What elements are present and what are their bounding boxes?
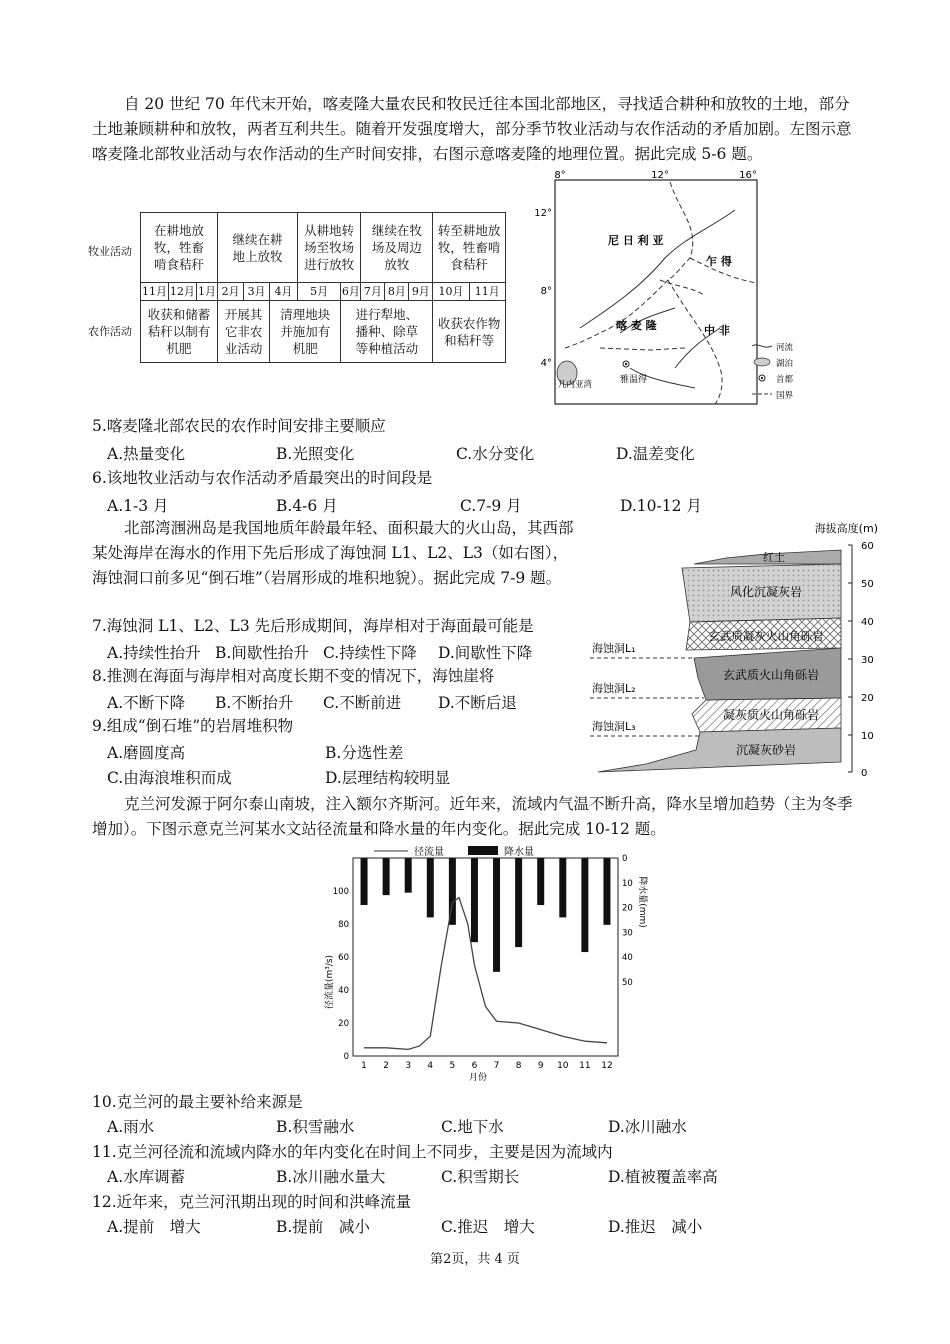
month-cell: 7月 bbox=[361, 283, 385, 301]
country-label: 喀 麦 隆 bbox=[616, 319, 657, 332]
precip-bar bbox=[361, 858, 368, 905]
x-tick-label: 7 bbox=[493, 1061, 500, 1071]
precip-bar bbox=[405, 858, 412, 893]
precip-bar bbox=[537, 858, 544, 905]
month-cell: 3月 bbox=[244, 283, 270, 301]
x-tick-label: 2 bbox=[383, 1061, 389, 1071]
capital-label: 雅温得 bbox=[620, 375, 648, 385]
x-tick-label: 3 bbox=[405, 1061, 412, 1071]
intro-10-12: 克兰河发源于阿尔泰山南坡，注入额尔齐斯河。近年来，流域内气温不断升高，降水呈增加趋势（主为冬季增加）。下图示意克兰河某水文站径流量和降水量的年内变化。据此完成 10-12 题。 bbox=[92, 795, 853, 838]
q9-option[interactable]: C.由海浪堆积而成 bbox=[107, 769, 232, 787]
gulf-label: 几内亚湾 bbox=[558, 380, 593, 390]
q10-option[interactable]: B.积雪融水 bbox=[276, 1118, 355, 1136]
herding-cell: 转至耕地放牧，牲畜啃食秸秆 bbox=[433, 213, 506, 283]
cave-label-l1: 海蚀洞L₁ bbox=[592, 642, 636, 655]
svg-text:50: 50 bbox=[861, 579, 874, 590]
q12-option[interactable]: B.提前 减小 bbox=[276, 1218, 370, 1236]
q7-option[interactable]: A.持续性抬升 bbox=[107, 644, 201, 662]
y-right-tick-label: 50 bbox=[622, 977, 633, 988]
cave-label-l2: 海蚀洞L₂ bbox=[592, 682, 636, 695]
month-cell: 8月 bbox=[385, 283, 409, 301]
month-cell: 6月 bbox=[341, 283, 361, 301]
y-right-tick-label: 20 bbox=[622, 903, 633, 914]
question-6: 6.该地牧业活动与农作活动矛盾最突出的时间段是 bbox=[92, 469, 433, 487]
farming-cell: 开展其它非农业活动 bbox=[218, 301, 270, 363]
sea-cliff-diagram bbox=[586, 518, 886, 780]
q8-option[interactable]: B.不断抬升 bbox=[215, 694, 294, 712]
lat-tick: 12° bbox=[534, 208, 552, 219]
svg-text:河流: 河流 bbox=[776, 343, 794, 353]
x-axis-label: 月份 bbox=[468, 1073, 488, 1083]
q9-option[interactable]: B.分选性差 bbox=[325, 744, 404, 762]
q5-option[interactable]: B.光照变化 bbox=[276, 445, 355, 463]
svg-text:30: 30 bbox=[861, 655, 874, 666]
q11-option[interactable]: A.水库调蓄 bbox=[107, 1168, 186, 1186]
y-right-tick-label: 40 bbox=[622, 953, 633, 963]
q9-option[interactable]: A.磨圆度高 bbox=[107, 744, 186, 762]
schedule-row-label-farming: 农作活动 bbox=[88, 325, 132, 338]
herding-cell: 继续在牧场及周边放牧 bbox=[361, 213, 433, 283]
month-cell: 12月 bbox=[168, 283, 196, 301]
x-tick-label: 6 bbox=[471, 1061, 478, 1071]
question-12: 12.近年来，克兰河汛期出现的时间和洪峰流量 bbox=[92, 1193, 412, 1211]
legend-runoff: 径流量 bbox=[414, 847, 444, 858]
herding-cell: 在耕地放牧，牲畜啃食秸秆 bbox=[141, 213, 218, 283]
question-5: 5.喀麦隆北部农民的农作时间安排主要顺应 bbox=[92, 417, 386, 435]
question-8: 8.推测在海面与海岸相对高度长期不变的情况下，海蚀崖将 bbox=[92, 667, 495, 685]
question-7: 7.海蚀洞 L1、L2、L3 先后形成期间，海岸相对于海面最可能是 bbox=[92, 617, 534, 635]
x-tick-label: 8 bbox=[515, 1061, 522, 1071]
svg-text:10: 10 bbox=[861, 731, 874, 742]
lon-tick: 16° bbox=[739, 170, 757, 181]
country-label: 尼 日 利 亚 bbox=[608, 234, 664, 247]
intro-5-6: 自 20 世纪 70 年代末开始，喀麦隆大量农民和牧民迁往本国北部地区，寻找适合耕种和放牧的土地，部分土地兼顾耕种和放牧，两者互利共生。随着开发强度增大，部分季节牧业活动与农作活动的矛盾加剧。左图示意喀麦隆北部牧业活动与农作活动的生产时间安排，右图示意喀麦隆的地理位置。据此完成 5-6 题。 bbox=[92, 95, 852, 163]
x-tick-label: 1 bbox=[361, 1061, 367, 1071]
question-9: 9.组成“倒石堆”的岩屑堆积物 bbox=[92, 717, 294, 735]
svg-text:国界: 国界 bbox=[776, 391, 794, 401]
farming-cell: 收获和储蓄秸秆以制有机肥 bbox=[141, 301, 218, 363]
x-tick-label: 4 bbox=[427, 1061, 434, 1071]
farming-cell: 收获农作物和秸秆等 bbox=[433, 301, 506, 363]
q12-option[interactable]: C.推迟 增大 bbox=[441, 1218, 535, 1236]
layer-label: 凝灰质火山角砾岩 bbox=[722, 708, 820, 722]
y-left-axis-label: 径流量(m³/s) bbox=[325, 954, 335, 1010]
precip-bar bbox=[493, 858, 500, 972]
month-cell: 11月 bbox=[141, 283, 169, 301]
schedule-row-label-herding: 牧业活动 bbox=[88, 245, 132, 258]
month-cell: 2月 bbox=[218, 283, 244, 301]
layer-label: 玄武质火山角砾岩 bbox=[722, 668, 820, 682]
question-11: 11.克兰河径流和流域内降水的年内变化在时间上不同步，主要是因为流域内 bbox=[92, 1143, 613, 1161]
question-10: 10.克兰河的最主要补给来源是 bbox=[92, 1093, 303, 1111]
x-tick-label: 12 bbox=[601, 1061, 613, 1071]
y-right-tick-label: 0 bbox=[622, 854, 628, 864]
y-left-tick-label: 0 bbox=[343, 1052, 349, 1062]
y-right-axis-label: 降水量(mm) bbox=[637, 876, 647, 928]
plot-frame bbox=[353, 858, 618, 1056]
month-cell: 10月 bbox=[433, 283, 469, 301]
lat-tick: 4° bbox=[540, 358, 552, 369]
lon-tick: 12° bbox=[651, 170, 669, 181]
layer-label: 沉凝灰砂岩 bbox=[735, 743, 797, 757]
cameroon-map bbox=[520, 168, 794, 408]
herding-cell: 从耕地转场至牧场进行放牧 bbox=[297, 213, 360, 283]
cave-label-l3: 海蚀洞L₃ bbox=[592, 720, 636, 733]
q7-option[interactable]: B.间歇性抬升 bbox=[215, 644, 309, 662]
schedule-table bbox=[140, 212, 506, 363]
month-cell: 9月 bbox=[409, 283, 433, 301]
runoff-precip-chart bbox=[318, 842, 648, 1082]
layer-label: 风化沉凝灰岩 bbox=[729, 585, 803, 599]
y-left-tick-label: 100 bbox=[332, 887, 349, 897]
svg-text:湖泊: 湖泊 bbox=[776, 359, 794, 369]
svg-text:20: 20 bbox=[861, 693, 874, 704]
map-legend bbox=[752, 342, 794, 401]
y-left-tick-label: 80 bbox=[338, 920, 349, 930]
q6-option[interactable]: D.10-12 月 bbox=[620, 497, 702, 515]
y-right-tick-label: 30 bbox=[622, 928, 633, 939]
month-cell: 5月 bbox=[297, 283, 340, 301]
precip-bar bbox=[515, 858, 522, 947]
intro-7-9: 北部湾涠洲岛是我国地质年龄最年轻、面积最大的火山岛，其西部某处海岸在海水的作用下先后形成了海蚀洞 L1、L2、L3（如右图），海蚀洞口前多见“倒石堆”（岩屑形成的堆积地貌）。据此完成 7-9 题。 bbox=[92, 519, 574, 587]
q10-option[interactable]: A.雨水 bbox=[107, 1118, 155, 1136]
legend-precip: 降水量 bbox=[504, 847, 534, 858]
runoff-line bbox=[364, 898, 607, 1050]
q9-option[interactable]: D.层理结构较明显 bbox=[325, 769, 451, 787]
q7-option[interactable]: C.持续性下降 bbox=[323, 644, 417, 662]
lon-tick: 8° bbox=[554, 170, 566, 181]
q5-option[interactable]: A.热量变化 bbox=[107, 445, 186, 463]
x-tick-label: 10 bbox=[557, 1061, 569, 1071]
precip-bar bbox=[581, 858, 588, 952]
country-label: 乍 得 bbox=[706, 255, 732, 268]
q7-option[interactable]: D.间歇性下降 bbox=[438, 644, 533, 662]
elevation-axis-title: 海拔高度(m) bbox=[814, 522, 878, 535]
herding-cell: 继续在耕地上放牧 bbox=[218, 213, 298, 283]
q5-option[interactable]: D.温差变化 bbox=[616, 445, 695, 463]
q8-option[interactable]: C.不断前进 bbox=[323, 694, 402, 712]
svg-text:首都: 首都 bbox=[776, 375, 794, 385]
svg-text:60: 60 bbox=[861, 541, 874, 552]
precip-bar bbox=[471, 858, 478, 942]
q6-option[interactable]: C.7-9 月 bbox=[460, 497, 522, 515]
q5-option[interactable]: C.水分变化 bbox=[456, 445, 535, 463]
q6-option[interactable]: B.4-6 月 bbox=[276, 497, 338, 515]
layer-label: 玄武质凝灰火山角砾岩 bbox=[708, 629, 824, 643]
q8-option[interactable]: A.不断下降 bbox=[107, 694, 186, 712]
precip-bar bbox=[559, 858, 566, 917]
y-left-tick-label: 40 bbox=[338, 986, 349, 996]
farming-cell: 清理地块并施加有机肥 bbox=[270, 301, 341, 363]
month-cell: 11月 bbox=[469, 283, 505, 301]
q10-option[interactable]: D.冰川融水 bbox=[608, 1118, 687, 1136]
chart-legend bbox=[374, 845, 534, 858]
y-right-tick-label: 10 bbox=[622, 878, 633, 889]
x-tick-label: 5 bbox=[449, 1061, 456, 1071]
precip-bar bbox=[427, 858, 434, 917]
q8-option[interactable]: D.不断后退 bbox=[438, 694, 517, 712]
q10-option[interactable]: C.地下水 bbox=[441, 1118, 504, 1136]
precip-bar bbox=[603, 858, 610, 925]
farming-cell: 进行犁地、播种、除草等种植活动 bbox=[341, 301, 433, 363]
country-label: 中 非 bbox=[704, 324, 730, 337]
month-cell: 1月 bbox=[196, 283, 217, 301]
svg-text:40: 40 bbox=[861, 617, 874, 628]
q12-option[interactable]: D.推迟 减小 bbox=[608, 1218, 703, 1236]
x-tick-label: 9 bbox=[537, 1061, 544, 1071]
svg-text:0: 0 bbox=[861, 768, 868, 779]
y-left-tick-label: 20 bbox=[338, 1019, 349, 1029]
y-left-tick-label: 60 bbox=[338, 953, 349, 963]
q11-option[interactable]: D.植被覆盖率高 bbox=[608, 1168, 718, 1186]
month-cell: 4月 bbox=[270, 283, 298, 301]
lat-tick: 8° bbox=[540, 286, 552, 297]
q12-option[interactable]: A.提前 增大 bbox=[107, 1218, 201, 1236]
q11-option[interactable]: C.积雪期长 bbox=[441, 1168, 520, 1186]
q6-option[interactable]: A.1-3 月 bbox=[107, 497, 169, 515]
precip-bar bbox=[383, 858, 390, 895]
layer-label: 红土 bbox=[763, 551, 785, 564]
x-tick-label: 11 bbox=[579, 1061, 591, 1071]
page-footer: 第2页，共 4 页 bbox=[430, 1252, 520, 1267]
q11-option[interactable]: B.冰川融水量大 bbox=[276, 1168, 386, 1186]
